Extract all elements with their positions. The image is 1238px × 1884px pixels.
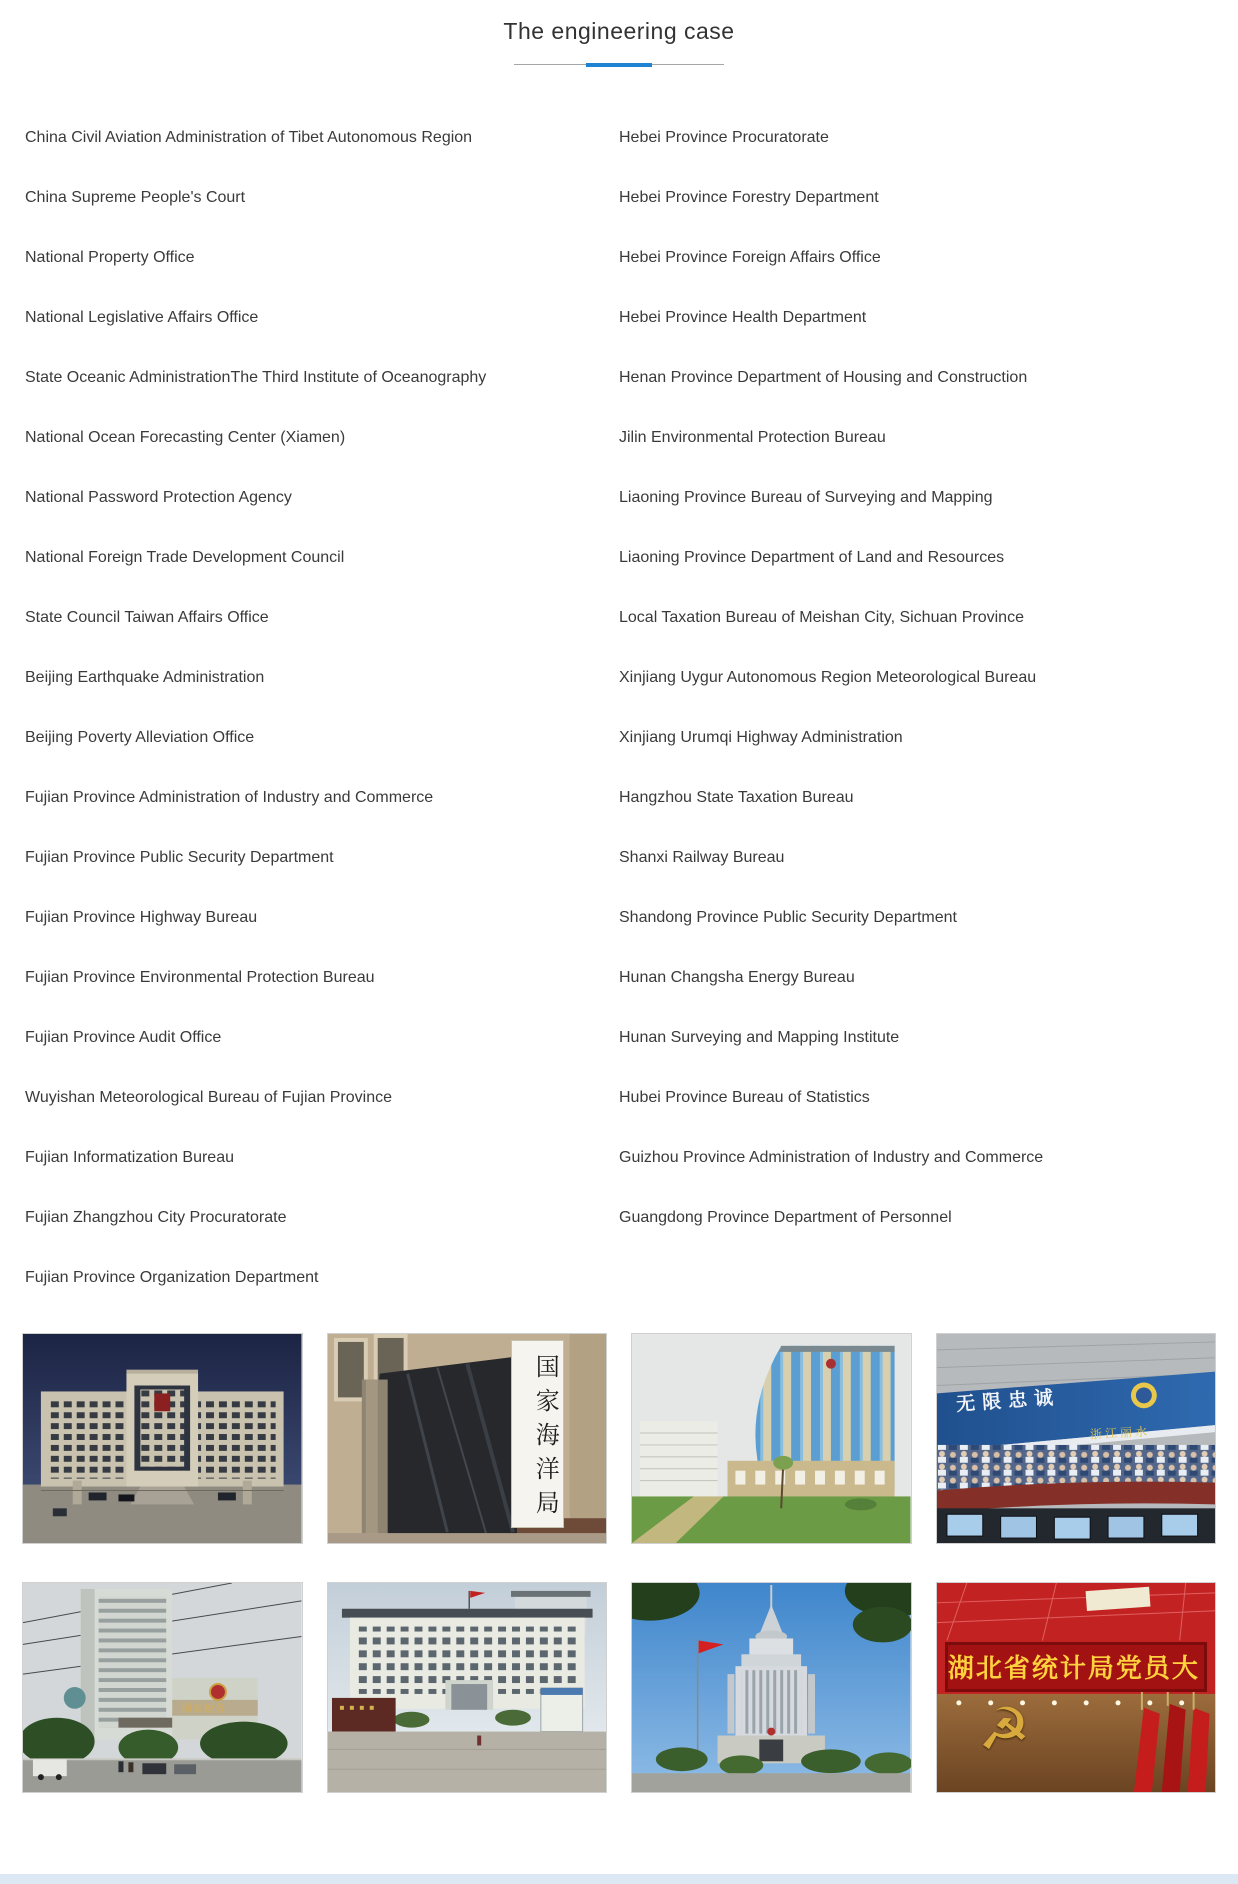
taxation-tower-photo [22, 1582, 303, 1793]
case-item: Liaoning Province Department of Land and Resources [619, 549, 1005, 566]
photo-illustration [328, 1334, 607, 1543]
case-item: Beijing Earthquake Administration [25, 669, 265, 686]
case-item: Fujian Province Highway Bureau [25, 909, 258, 926]
case-item: China Civil Aviation Administration of Tibet Autonomous Region [25, 129, 473, 146]
conference-hall-photo [936, 1333, 1217, 1544]
case-item: Local Taxation Bureau of Meishan City, Sichuan Province [619, 609, 1024, 626]
case-item: Fujian Province Organization Department [25, 1269, 319, 1286]
case-item: National Legislative Affairs Office [25, 309, 259, 326]
page-title: The engineering case [503, 18, 735, 44]
case-item: Hunan Changsha Energy Bureau [619, 969, 855, 986]
case-item: Shanxi Railway Bureau [619, 849, 785, 866]
photo-illustration [23, 1334, 302, 1543]
case-item: Fujian Province Administration of Industry and Commerce [25, 789, 434, 806]
spire-tower-photo [631, 1582, 912, 1793]
case-item: Xinjiang Uygur Autonomous Region Meteorological Bureau [619, 669, 1037, 686]
case-item: Beijing Poverty Alleviation Office [25, 729, 255, 746]
party-meeting-led-banner: 湖北省统计局党员大 [945, 1642, 1207, 1692]
photo-illustration [328, 1583, 607, 1792]
case-item: National Password Protection Agency [25, 489, 292, 506]
case-item: Fujian Province Environmental Protection Bureau [25, 969, 375, 986]
case-item: Hangzhou State Taxation Bureau [619, 789, 854, 806]
case-item: Hubei Province Bureau of Statistics [619, 1089, 870, 1106]
government-building-dusk-photo [22, 1333, 303, 1544]
photo-illustration [937, 1334, 1216, 1543]
conference-wall-location-text: 浙江丽水 [1089, 1424, 1151, 1442]
case-item: Henan Province Department of Housing and Construction [619, 369, 1028, 386]
case-item: Shandong Province Public Security Department [619, 909, 957, 926]
case-list [0, 108, 1238, 1308]
photo-illustration [23, 1583, 302, 1792]
case-item: Hebei Province Health Department [619, 309, 867, 326]
case-item: Hebei Province Foreign Affairs Office [619, 249, 881, 266]
case-item: National Foreign Trade Development Council [25, 549, 345, 566]
case-item: Liaoning Province Bureau of Surveying and Mapping [619, 489, 993, 506]
case-item: Fujian Province Public Security Department [25, 849, 334, 866]
party-meeting-hall-photo [936, 1582, 1217, 1793]
title-divider [514, 63, 724, 67]
footer-strip [0, 1874, 1238, 1884]
case-item: Hebei Province Procuratorate [619, 129, 829, 146]
case-item: Wuyishan Meteorological Bureau of Fujian Province [25, 1089, 393, 1106]
case-item: China Supreme People's Court [25, 189, 246, 206]
oceanic-administration-entrance-photo [327, 1333, 608, 1544]
page-header [0, 0, 1238, 67]
blue-glass-tower-photo [631, 1333, 912, 1544]
case-item: Hebei Province Forestry Department [619, 189, 879, 206]
wide-government-building-photo [327, 1582, 608, 1793]
photo-illustration [632, 1583, 911, 1792]
divider-accent [586, 63, 652, 67]
case-item: Jilin Environmental Protection Bureau [619, 429, 886, 446]
hammer-sickle-emblem-icon: ☭ [978, 1695, 1031, 1764]
photo-grid [22, 1333, 1216, 1793]
photo-illustration [632, 1334, 911, 1543]
case-list-left-column [0, 108, 619, 1308]
state-oceanic-administration-sign: 国家海洋局 [511, 1340, 564, 1528]
case-item: Guizhou Province Administration of Industry and Commerce [619, 1149, 1044, 1166]
case-item: Guangdong Province Department of Personnel [619, 1209, 952, 1226]
conference-wall-slogan: 无限忠诚 [955, 1386, 1061, 1416]
taxation-bureau-sign: 国家税务 [181, 1704, 226, 1716]
case-item: Fujian Informatization Bureau [25, 1149, 234, 1166]
case-item: State Oceanic AdministrationThe Third Institute of Oceanography [25, 369, 487, 386]
case-item: State Council Taiwan Affairs Office [25, 609, 269, 626]
case-item: Fujian Province Audit Office [25, 1029, 222, 1046]
case-list-right-column [619, 108, 1238, 1308]
case-item: National Property Office [25, 249, 195, 266]
case-item: Fujian Zhangzhou City Procuratorate [25, 1209, 287, 1226]
case-item: Xinjiang Urumqi Highway Administration [619, 729, 903, 746]
case-item: Hunan Surveying and Mapping Institute [619, 1029, 900, 1046]
case-item: National Ocean Forecasting Center (Xiamen) [25, 429, 346, 446]
